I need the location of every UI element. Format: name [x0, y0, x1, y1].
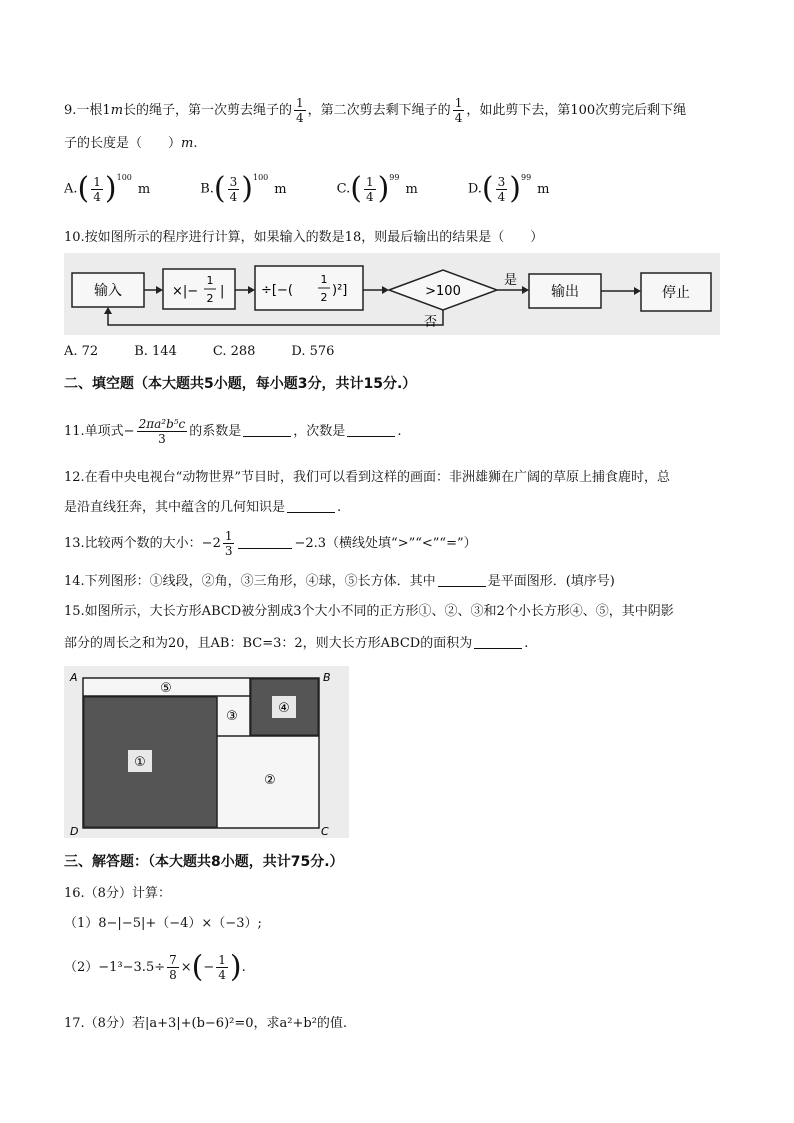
q9-option-label: D.: [467, 181, 482, 197]
section-3-title: 三、解答题：（本大题共8小题，共计75分.）: [64, 854, 344, 870]
flow-no-label: 否: [424, 315, 438, 330]
q10-option-c: C. 288: [212, 344, 256, 359]
vertex-a: A: [70, 671, 78, 684]
q12-line1: 12.在看中央电视台“动物世界”节目时，我们可以看到这样的画面：非洲雄狮在广阔的草原上捕食鹿时，总: [64, 470, 670, 485]
q16-fraction-1: $\frac{7}{8}$: [169, 953, 177, 982]
q11-line: 11.单项式− $\frac{\text{2πa²b⁵c}}{3}$ 的系数是 ，次数是 .: [64, 417, 402, 446]
flow-op1-den: 2: [206, 292, 214, 305]
q16-stem: 16.（8分）计算：: [64, 886, 171, 901]
q9-option-exponent: 99: [520, 173, 532, 182]
q9-text-a: 9.一根1: [64, 103, 111, 118]
q9-text-b: 长的绳子，第一次剪去绳子的: [123, 103, 293, 118]
q9-option-unit: m: [537, 181, 550, 197]
q9-option-label: B.: [200, 181, 214, 197]
q17-stem: 17.（8分）若|a+3|+(b−6)²=0，求a²+b²的值.: [64, 1016, 348, 1031]
flow-op1-num: 1: [206, 274, 214, 287]
flow-op2-prefix: ÷[−(: [261, 283, 293, 298]
q9-option-fraction: $\frac{1}{4}$: [365, 174, 374, 204]
q9-option-d: D.( $\frac{3}{4}$ )$^{99}$m: [467, 171, 550, 206]
flow-yes-label: 是: [504, 273, 518, 288]
flow-op2-suffix: )²]: [332, 283, 348, 298]
q9-fraction-1: $\frac{1}{4}$: [296, 96, 304, 125]
q15-line1: 15.如图所示，大长方形ABCD被分割成3个大小不同的正方形①、②、③和2个小长方形④、⑤，其中阴影: [64, 604, 674, 619]
q9-text-d: ，如此剪下去，第100次剪完后剩下绳: [466, 103, 687, 118]
q9-option-a: A.( $\frac{1}{4}$ )$^{100}$m: [64, 171, 151, 206]
q9-fraction-2: $\frac{1}{4}$: [454, 96, 463, 125]
q16-part1: （1）8−|−5|+（−4）×（−3）;: [64, 916, 262, 931]
q10-option-b: B. 144: [134, 344, 177, 359]
q9-option-label: A.: [64, 181, 78, 197]
q10-options: [64, 342, 754, 363]
q10-option-a: A. 72: [64, 344, 99, 359]
q10-option-d: D. 576: [291, 344, 335, 359]
q15-figure: [64, 666, 349, 838]
q9-stem-line2: 子的长度是（ ）m.: [64, 136, 198, 151]
flow-output-label: 输出: [551, 284, 579, 300]
q13-fraction: $\frac{1}{3}$: [224, 529, 233, 558]
vertex-c: C: [321, 825, 329, 838]
flow-op1-suffix: |: [220, 284, 225, 299]
q16-fraction-2: $\frac{1}{4}$: [218, 953, 226, 982]
q11-fraction: $\frac{\text{2πa²b⁵c}}{3}$: [138, 417, 186, 446]
vertex-d: D: [70, 825, 79, 838]
flow-condition-label: >100: [425, 284, 461, 299]
q14-blank[interactable]: [438, 572, 486, 587]
q14-line: 14.下列图形：①线段，②角，③三角形，④球，⑤长方体．其中 是平面图形．(填序号): [64, 574, 615, 589]
flow-op2-den: 2: [320, 291, 328, 304]
q16-part2: （2）−1³−3.5÷ $\frac{7}{8}$ ×(− $\frac{1}{4}$ ).: [64, 949, 246, 985]
q11-blank-1[interactable]: [243, 422, 291, 437]
q9-option-exponent: 100: [252, 173, 269, 182]
q9-option-exponent: 99: [389, 173, 400, 182]
flow-input-label: 输入: [94, 283, 122, 299]
q13-line: 13.比较两个数的大小：−2 $\frac{1}{3}$ −2.3（横线处填“>”“<”“=”）: [64, 529, 477, 558]
q9-option-unit: m: [274, 181, 287, 197]
flow-op1-prefix: ×|−: [172, 284, 199, 299]
q15-blank[interactable]: [474, 634, 522, 649]
flow-stop-label: 停止: [662, 285, 690, 301]
q9-text-c: ，第二次剪去剩下绳子的: [307, 103, 451, 118]
label-5: ⑤: [160, 681, 172, 696]
section-2-title: 二、填空题（本大题共5小题，每小题3分，共计15分.）: [64, 376, 417, 392]
q12-line2: 是沿直线狂奔，其中蕴含的几何知识是 .: [64, 500, 342, 515]
q9-option-b: B.( $\frac{3}{4}$ )$^{100}$m: [200, 171, 287, 206]
q9-option-fraction: $\frac{3}{4}$: [497, 174, 506, 204]
label-3: ③: [226, 709, 238, 724]
q9-option-unit: m: [137, 181, 151, 197]
q15-line2: 部分的周长之和为20，且AB：BC=3：2，则大长方形ABCD的面积为 .: [64, 636, 529, 651]
flow-op2-num: 1: [320, 273, 328, 286]
label-4: ④: [278, 701, 290, 716]
q9-option-label: C.: [336, 181, 351, 197]
q11-blank-2[interactable]: [347, 422, 395, 437]
q9-option-fraction: $\frac{1}{4}$: [93, 174, 101, 204]
label-2: ②: [264, 773, 276, 788]
q9-stem-line1: [64, 96, 754, 125]
q13-blank[interactable]: [238, 534, 292, 549]
q9-option-unit: m: [405, 181, 418, 197]
q9-option-c: C.( $\frac{1}{4}$ )$^{99}$m: [336, 171, 418, 206]
q9-options: [64, 171, 754, 214]
q9-option-exponent: 100: [116, 173, 132, 182]
q9-option-fraction: $\frac{3}{4}$: [229, 174, 238, 204]
label-1: ①: [134, 755, 146, 770]
q10-stem: 10.按如图所示的程序进行计算，如果输入的数是18，则最后输出的结果是（ ）: [64, 230, 544, 245]
q12-blank[interactable]: [287, 498, 335, 513]
q10-flowchart: [64, 253, 720, 335]
vertex-b: B: [323, 671, 331, 684]
q9-unit: m: [110, 103, 124, 118]
